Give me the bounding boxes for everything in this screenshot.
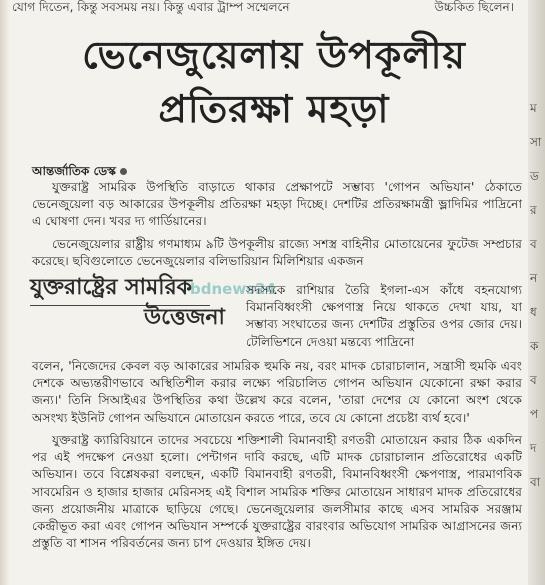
previous-article-text: যোগ দিতেন, কিন্তু সবসময় নয়। কিন্তু এবার ট্রাম্প সম্মেলনে	[12, 0, 290, 14]
adjacent-column-char: ধ	[530, 305, 537, 319]
paragraph-3: সদস্যকে রাশিয়ার তৈরি ইগলা-এস কাঁধে বহনযোগ্য বিমানবিধ্বংসী ক্ষেপণাস্ত্র নিয়ে থাকতে দেখা যায়, যা সম্ভাব্য সংঘাতের জন্য দেশটির প্রস্তুতির ওপর জোর দেয়। টেলিভিশনে দেওয়া মন্তব্যে পাদ্রিনো	[246, 283, 522, 349]
pullquote-line-2: উত্তেজনা	[144, 305, 225, 330]
adjacent-column-char: প	[530, 407, 539, 421]
page-right-fold	[528, 0, 545, 585]
previous-article-strip	[12, 0, 532, 18]
adjacent-column-char: ক	[530, 339, 539, 353]
page-left-edge	[0, 0, 10, 585]
headline-line-2: প্রতিরক্ষা মহড়া	[158, 87, 390, 131]
adjacent-column-char: ড	[530, 169, 539, 183]
dateline-text: আন্তর্জাতিক ডেস্ক	[32, 164, 116, 178]
headline-line-1: ভেনেজুয়েলায় উপকূলীয়	[82, 33, 466, 77]
adjacent-column-char: বা	[530, 475, 541, 489]
paragraph-2: ভেনেজুয়েলার রাষ্ট্রীয় গণমাধ্যম ৯টি উপকূলীয় রাজ্যে সশস্ত্র বাহিনীর মোতায়েনের ফুটেজ সম্প্রচার করেছে। ছবিগুলোতে ভেনেজুয়েলার বলিভারিয়ান মিলিশিয়ার একজন	[32, 237, 522, 269]
watermark-logo: bdnews24	[190, 280, 276, 298]
paragraph-5: যুক্তরাষ্ট্র ক্যারিবিয়ানে তাদের সবচেয়ে শক্তিশালী বিমানবাহী রণতরী মোতায়েন করার ঠিক একদিন পর এই পদক্ষেপ নেওয়া হলো। পেন্টাগন দাবি করছে, এটি মাদক চোরাচালান প্রতিরোধের একটি অভিযান। তবে বিশ্লেষকরা বলছেন, একটি বিমানবাহী রণতরী, বিমানবিধ্বংসী ক্ষেপণাস্ত্র, পারমাণবিক সাবমেরিন ও হাজার হাজার মেরিনসহ এই বিশাল সামরিক শক্তির মোতায়েন সাধারণ মাদক প্রতিরোধের জন্য প্রয়োজনীয় মাত্রাকে ছাড়িয়ে গেছে। ভেনেজুয়েলার জলসীমার কাছে এসব সামরিক সরঞ্জাম কেন্দ্রীভূত করা এবং গোপন অভিযান সম্পর্কে যুক্তরাষ্ট্রের বারংবার অভিযোগ সামরিক আগ্রাসনের জন্য প্রস্তুতি বা শাসন পরিবর্তনের জন্য চাপ দেওয়ার ইঙ্গিত দেয়।	[32, 433, 522, 551]
dateline-bullet-icon	[120, 168, 127, 175]
paragraph-1: যুক্তরাষ্ট্র সামরিক উপস্থিতি বাড়াতে থাকার প্রেক্ষাপটে সম্ভাব্য 'গোপন অভিযান' ঠেকাতে ভেনেজুয়েলা বড় আকারের উপকূলীয় প্রতিরক্ষা মহড়া দিচ্ছে। দেশটির প্রতিরক্ষামন্ত্রী ভ্লাদিমির পাদ্রিনো এ ঘোষণা দেন। খবর দ্য গার্ডিয়ানের।	[32, 180, 522, 229]
paragraph-4: বলেন, 'নিজেদের কেবল বড় আকারের সামরিক হুমকি নয়, বরং মাদক চোরাচালান, সন্ত্রাসী হুমকি এবং দেশকে অভ্যন্তরীণভাবে অস্থিতিশীল করার লক্ষ্যে পরিচালিত গোপন অভিযান যেকোনো রক্ষা করার জন্য।' তিনি সিআইএর উপস্থিতির কথা উল্লেখ করে বলেন, 'তারা দেশের যে কোনো অংশ থেকে অসংখ্য ইউনিট গোপন অভিযানে মোতায়েন করতে পারে, তবে যে কোনো প্রচেষ্টা ব্যর্থ হবে।'	[32, 359, 522, 425]
adjacent-column-char: ব	[530, 373, 537, 387]
pullquote-line-1: যুক্তরাষ্ট্রের সামরিক	[30, 275, 193, 300]
adjacent-column-char: দ	[530, 441, 537, 455]
adjacent-column-char: ম	[530, 101, 537, 115]
adjacent-column-char: ব	[530, 237, 537, 251]
article-headline	[14, 28, 534, 136]
adjacent-column-char: ন	[530, 271, 538, 285]
adjacent-column-char: সা	[530, 135, 542, 149]
adjacent-column-char: র	[530, 203, 537, 217]
previous-article-text-right: উচ্চকিত ছিলেন।	[434, 0, 514, 14]
